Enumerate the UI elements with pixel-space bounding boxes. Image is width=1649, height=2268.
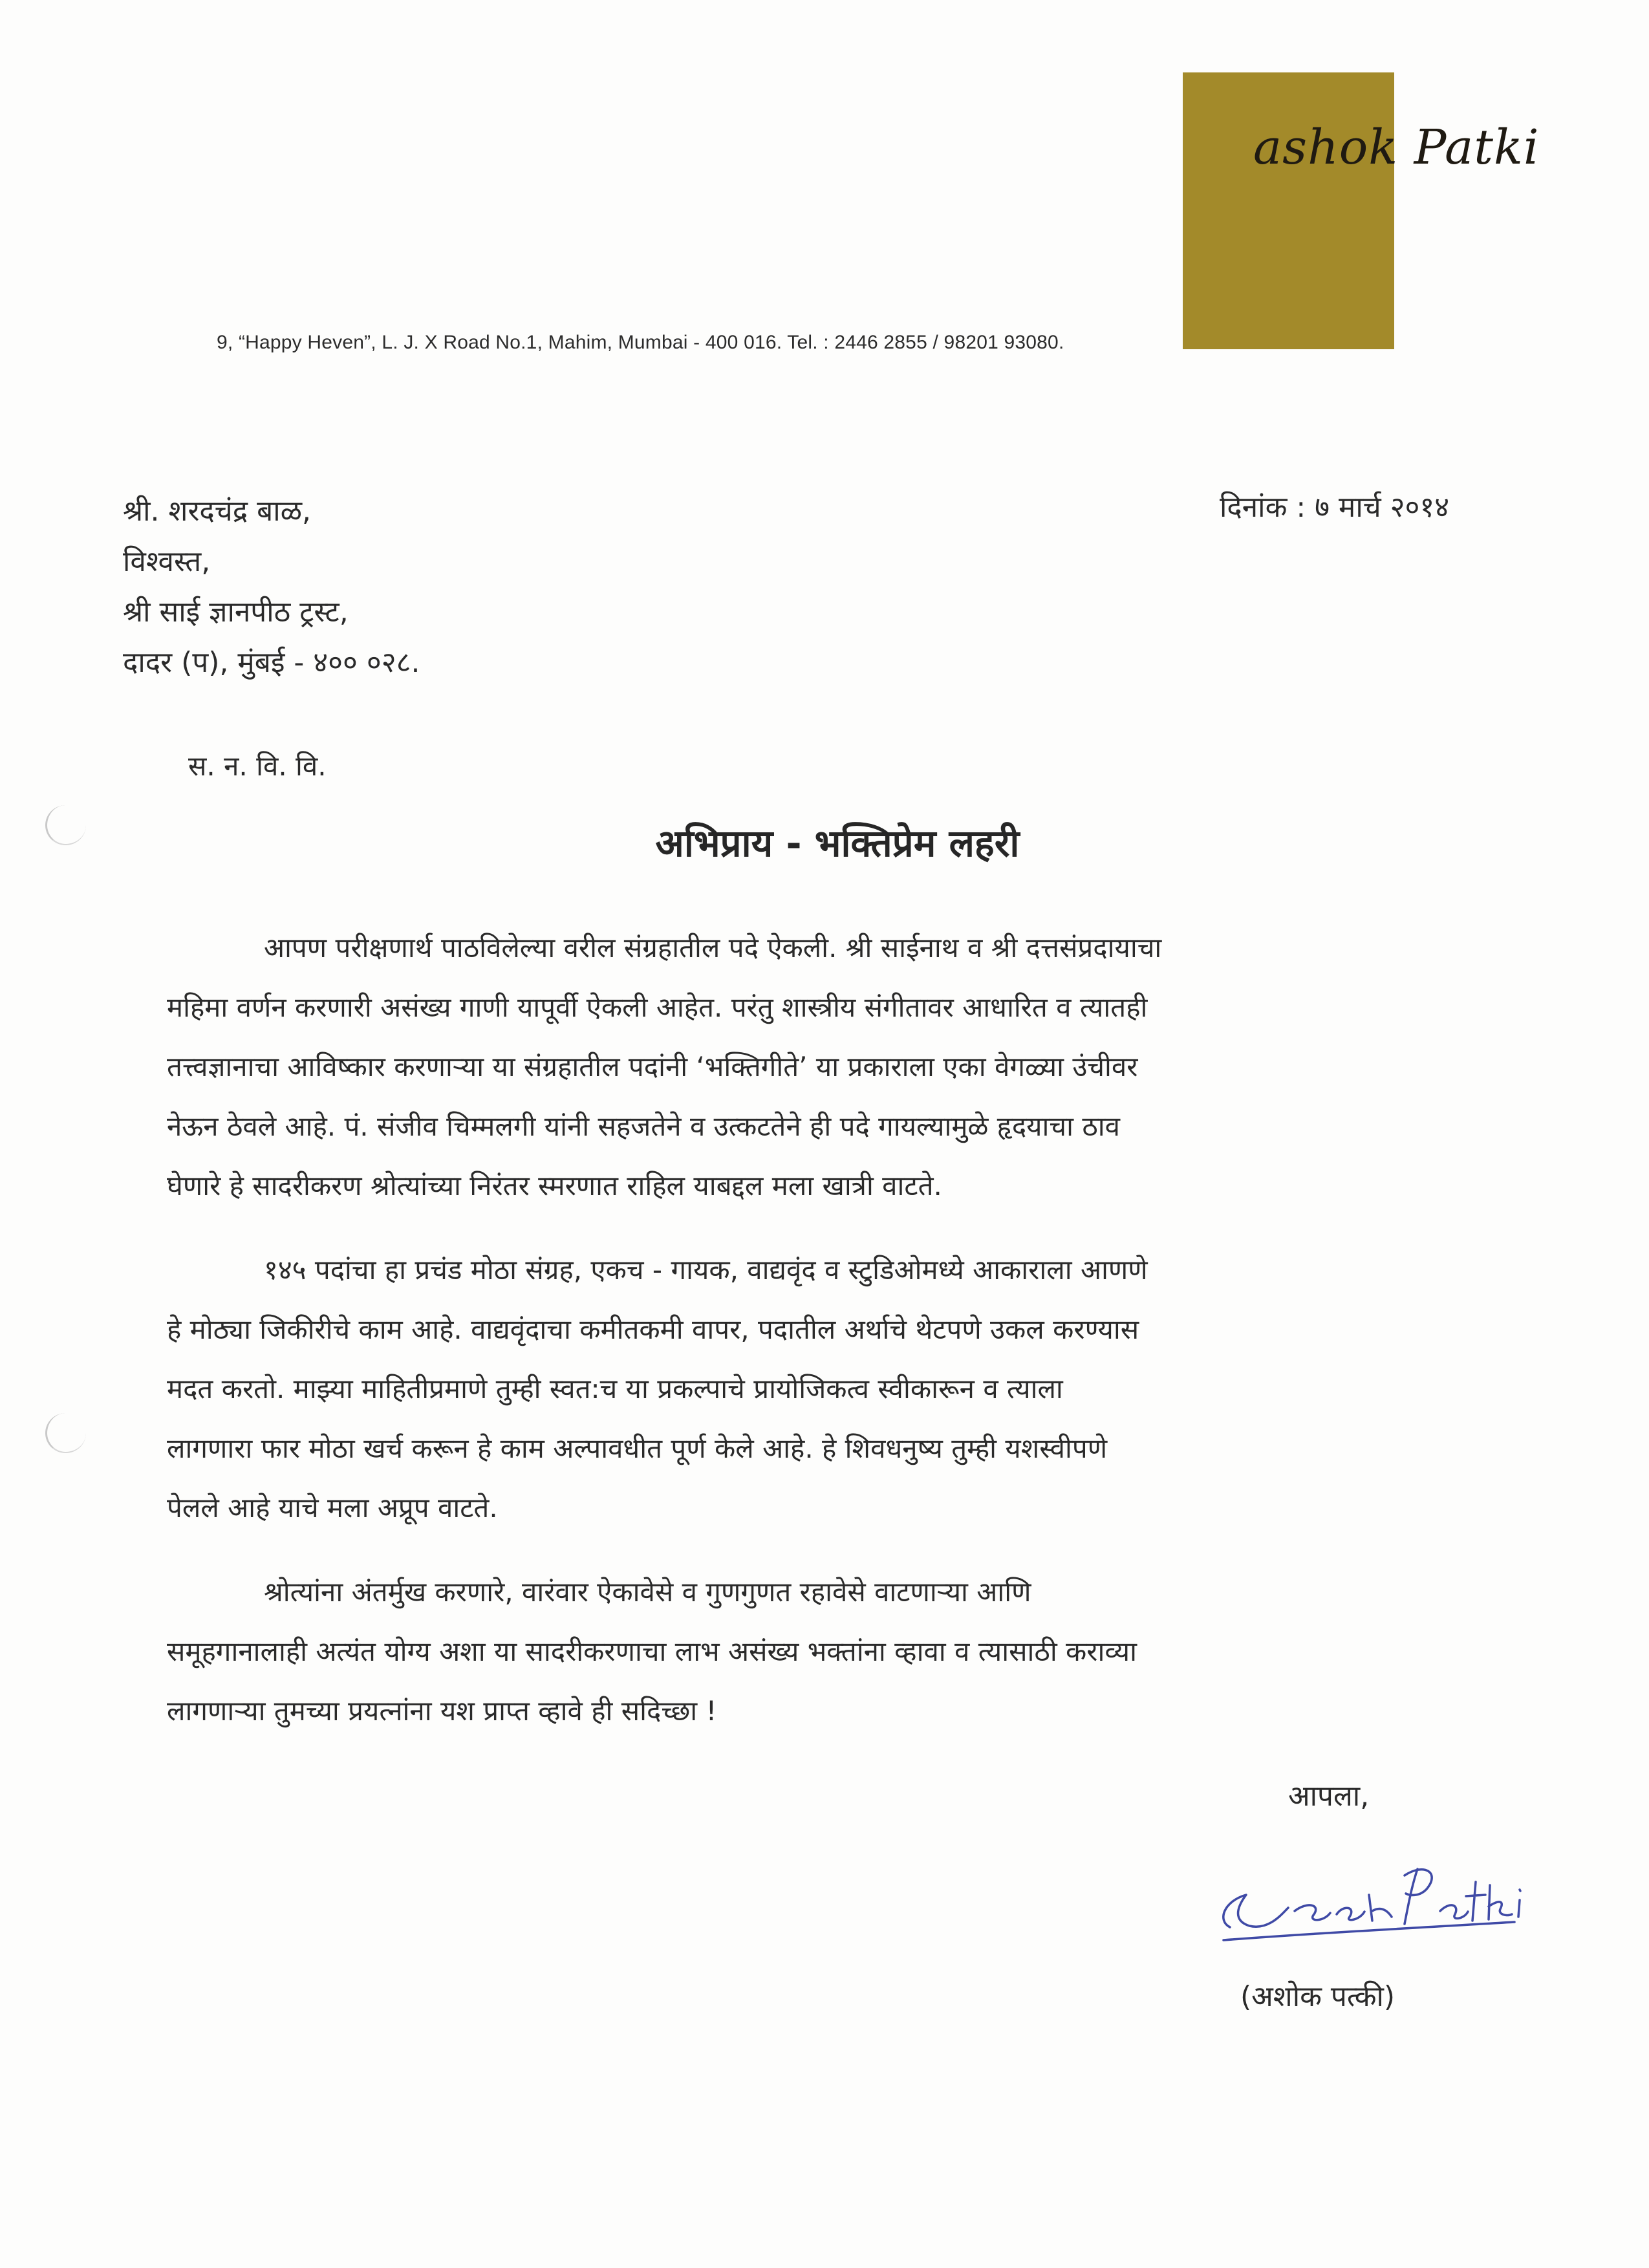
paragraph-3	[167, 1562, 1429, 1741]
paragraph-line: पेलले आहे याचे मला अप्रूप वाटते.	[167, 1492, 498, 1524]
paragraph-line: १४५ पदांचा हा प्रचंड मोठा संग्रह, एकच - गायक, वाद्यवृंद व स्टुडिओमध्ये आकाराला आणणे	[264, 1254, 1148, 1286]
paragraph-line: मदत करतो. माझ्या माहितीप्रमाणे तुम्ही स्वत:च या प्रकल्पाचे प्रायोजिकत्व स्वीकारून व त्याला	[167, 1373, 1063, 1405]
recipient-address: दादर (प), मुंबई - ४०० ०२८.	[123, 646, 420, 679]
salutation: स. न. वि. वि.	[188, 750, 327, 782]
recipient-name: श्री. शरदचंद्र बाळ,	[123, 495, 312, 528]
signatory-name: (अशोक पत्की)	[1240, 1980, 1396, 2013]
letterhead-logo-block	[1183, 72, 1394, 349]
paragraph-line: लागणारा फार मोठा खर्च करून हे काम अल्पावधीत पूर्ण केले आहे. हे शिवधनुष्य तुम्ही यशस्वीपणे	[167, 1432, 1108, 1464]
paragraph-line: नेऊन ठेवले आहे. पं. संजीव चिम्मलगी यांनी सहजतेने व उत्कटतेने ही पदे गायल्यामुळे हृदयाचा ठाव	[167, 1110, 1120, 1142]
letterhead-address: 9, “Happy Heven”, L. J. X Road No.1, Mahim, Mumbai - 400 016. Tel. : 2446 2855 / 98201 93080.	[217, 332, 1064, 353]
recipient-block	[123, 486, 420, 688]
paragraph-line: लागणाऱ्या तुमच्या प्रयत्नांना यश प्राप्त व्हावे ही सदिच्छा !	[167, 1695, 717, 1727]
letterhead-logo-text: ashok Patki	[1253, 120, 1540, 175]
recipient-organization: श्री साई ज्ञानपीठ ट्रस्ट,	[123, 596, 349, 629]
closing: आपला,	[1288, 1780, 1370, 1813]
paragraph-2	[167, 1240, 1429, 1538]
paragraph-line: आपण परीक्षणार्थ पाठविलेल्या वरील संग्रहातील पदे ऐकली. श्री साईनाथ व श्री दत्तसंप्रदायाचा	[264, 932, 1162, 964]
punch-hole-mark	[45, 1413, 86, 1453]
paragraph-line: तत्त्वज्ञानाचा आविष्कार करणाऱ्या या संग्रहातील पदांनी ‘भक्तिगीते’ या प्रकाराला एका वेगळ्या उंचीवर	[167, 1051, 1138, 1083]
paragraph-line: हे मोठ्या जिकीरीचे काम आहे. वाद्यवृंदाचा कमीतकमी वापर, पदातील अर्थाचे थेटपणे उकल करण्यास	[167, 1313, 1139, 1345]
letter-date: दिनांक : ७ मार्च २०१४	[1220, 491, 1450, 524]
paragraph-line: श्रोत्यांना अंतर्मुख करणारे, वारंवार ऐकावेसे व गुणगुणत रहावेसे वाटणाऱ्या आणि	[264, 1576, 1031, 1608]
letter-title: अभिप्राय - भक्तिप्रेम लहरी	[655, 821, 1020, 865]
handwritten-signature	[1211, 1850, 1547, 1953]
paragraph-line: महिमा वर्णन करणारी असंख्य गाणी यापूर्वी ऐकली आहेत. परंतु शास्त्रीय संगीतावर आधारित व त्यातही	[167, 991, 1148, 1023]
paragraph-line: घेणारे हे सादरीकरण श्रोत्यांच्या निरंतर स्मरणात राहिल याबद्दल मला खात्री वाटते.	[167, 1170, 942, 1202]
paragraph-1	[167, 918, 1429, 1216]
punch-hole-mark	[45, 805, 86, 845]
paragraph-line: समूहगानालाही अत्यंत योग्य अशा या सादरीकरणाचा लाभ असंख्य भक्तांना व्हावा व त्यासाठी कराव्या	[167, 1636, 1137, 1667]
recipient-designation: विश्वस्त,	[123, 545, 211, 578]
